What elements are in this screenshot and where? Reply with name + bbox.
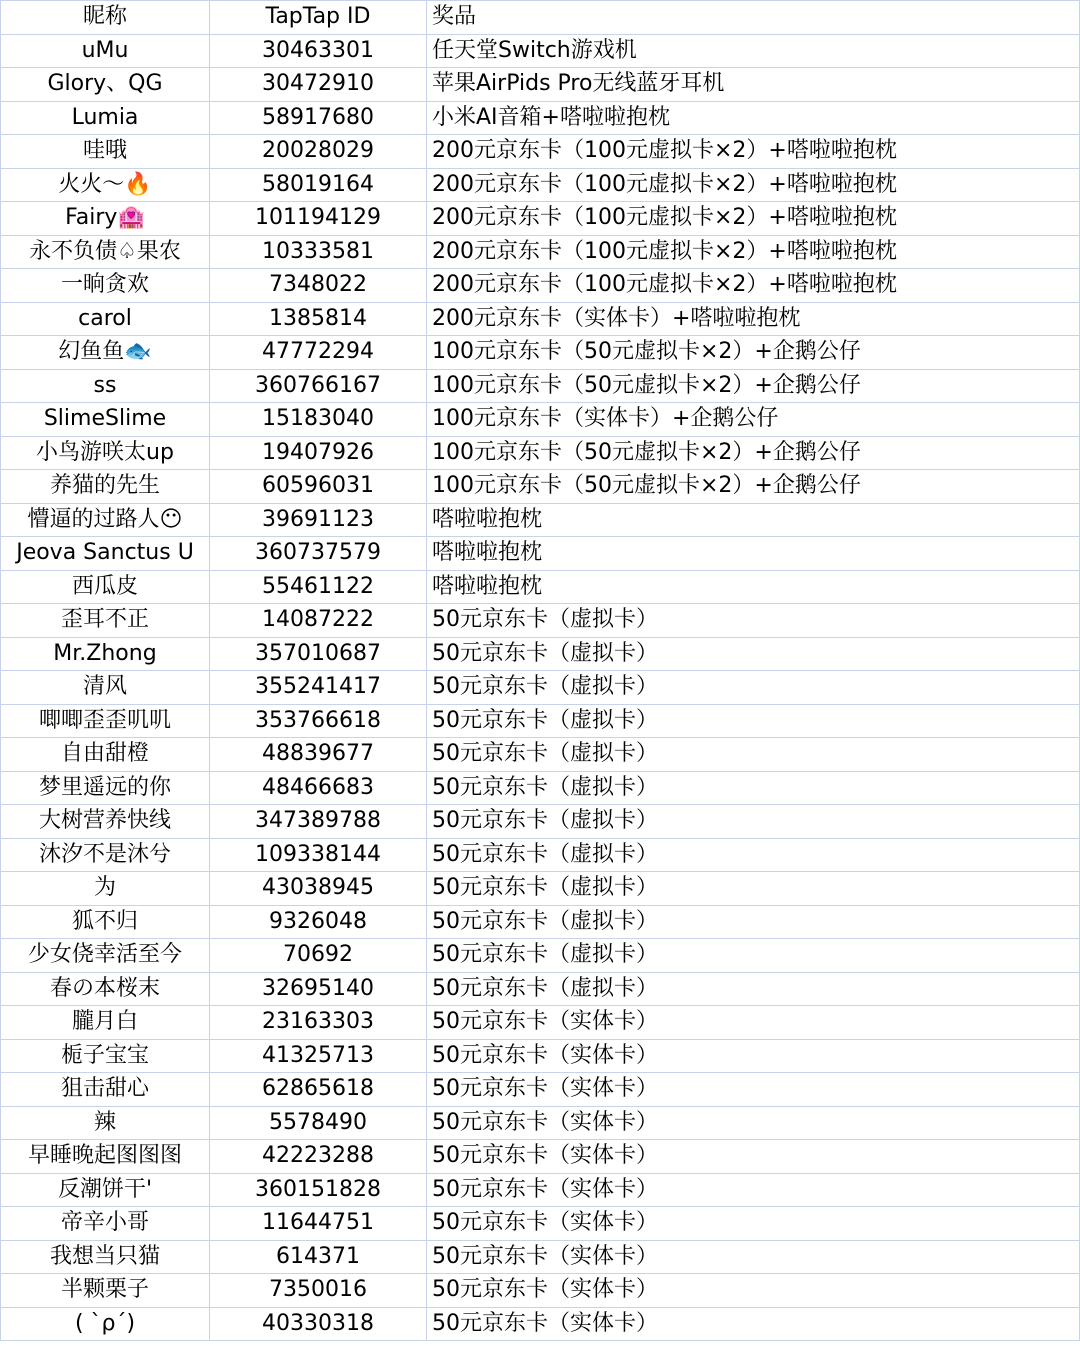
cell-nickname: 幻鱼鱼🐟 <box>1 336 210 370</box>
table-row <box>1 1240 1080 1274</box>
cell-taptap-id: 14087222 <box>210 604 427 638</box>
table-row <box>1 336 1080 370</box>
table-row <box>1 1207 1080 1241</box>
table-row <box>1 436 1080 470</box>
cell-taptap-id: 7350016 <box>210 1274 427 1308</box>
table-row <box>1 704 1080 738</box>
table-row <box>1 905 1080 939</box>
cell-prize: 50元京东卡（实体卡） <box>427 1207 1080 1241</box>
cell-prize: 100元京东卡（50元虚拟卡×2）+企鹅公仔 <box>427 436 1080 470</box>
cell-taptap-id: 11644751 <box>210 1207 427 1241</box>
cell-nickname: 沐汐不是沐兮 <box>1 838 210 872</box>
cell-nickname: 朧月白 <box>1 1006 210 1040</box>
table-row <box>1 269 1080 303</box>
table-row <box>1 202 1080 236</box>
cell-nickname: 养猫的先生 <box>1 470 210 504</box>
cell-nickname: 早睡晚起图图图 <box>1 1140 210 1174</box>
cell-prize: 任天堂Switch游戏机 <box>427 34 1080 68</box>
cell-taptap-id: 360766167 <box>210 369 427 403</box>
table-body <box>1 34 1080 1341</box>
cell-prize: 100元京东卡（50元虚拟卡×2）+企鹅公仔 <box>427 470 1080 504</box>
table-row <box>1 972 1080 1006</box>
table-row <box>1 939 1080 973</box>
table-row <box>1 604 1080 638</box>
cell-taptap-id: 32695140 <box>210 972 427 1006</box>
cell-prize: 50元京东卡（实体卡） <box>427 1006 1080 1040</box>
cell-nickname: 反潮饼干' <box>1 1173 210 1207</box>
cell-taptap-id: 55461122 <box>210 570 427 604</box>
table-row <box>1 771 1080 805</box>
table-row <box>1 302 1080 336</box>
cell-prize: 50元京东卡（实体卡） <box>427 1073 1080 1107</box>
table-row <box>1 1140 1080 1174</box>
header-prize: 奖品 <box>427 1 1080 35</box>
cell-prize: 50元京东卡（实体卡） <box>427 1039 1080 1073</box>
cell-taptap-id: 7348022 <box>210 269 427 303</box>
cell-prize: 50元京东卡（虚拟卡） <box>427 805 1080 839</box>
cell-taptap-id: 20028029 <box>210 135 427 169</box>
cell-taptap-id: 48839677 <box>210 738 427 772</box>
cell-prize: 50元京东卡（虚拟卡） <box>427 872 1080 906</box>
cell-nickname: 永不负债♤果农 <box>1 235 210 269</box>
table-row <box>1 34 1080 68</box>
header-taptap-id: TapTap ID <box>210 1 427 35</box>
cell-prize: 100元京东卡（50元虚拟卡×2）+企鹅公仔 <box>427 369 1080 403</box>
table-row <box>1 1173 1080 1207</box>
cell-prize: 50元京东卡（实体卡） <box>427 1274 1080 1308</box>
table-row <box>1 537 1080 571</box>
table-row <box>1 503 1080 537</box>
cell-nickname: 栀子宝宝 <box>1 1039 210 1073</box>
cell-nickname: 少女侥幸活至今 <box>1 939 210 973</box>
table-row <box>1 403 1080 437</box>
table-row <box>1 671 1080 705</box>
cell-prize: 50元京东卡（虚拟卡） <box>427 738 1080 772</box>
header-nickname: 昵称 <box>1 1 210 35</box>
cell-taptap-id: 357010687 <box>210 637 427 671</box>
cell-nickname: Fairy🏩 <box>1 202 210 236</box>
cell-taptap-id: 1385814 <box>210 302 427 336</box>
cell-taptap-id: 30463301 <box>210 34 427 68</box>
cell-prize: 200元京东卡（100元虚拟卡×2）+嗒啦啦抱枕 <box>427 168 1080 202</box>
cell-nickname: Lumia <box>1 101 210 135</box>
cell-prize: 50元京东卡（虚拟卡） <box>427 771 1080 805</box>
cell-taptap-id: 62865618 <box>210 1073 427 1107</box>
cell-prize: 嗒啦啦抱枕 <box>427 570 1080 604</box>
cell-nickname: 一晌贪欢 <box>1 269 210 303</box>
table-row <box>1 1039 1080 1073</box>
cell-nickname: 清风 <box>1 671 210 705</box>
cell-prize: 50元京东卡（虚拟卡） <box>427 905 1080 939</box>
header-row <box>1 1 1080 35</box>
cell-taptap-id: 58917680 <box>210 101 427 135</box>
cell-nickname: 大树营养快线 <box>1 805 210 839</box>
cell-nickname: Mr.Zhong <box>1 637 210 671</box>
cell-nickname: 我想当只猫 <box>1 1240 210 1274</box>
cell-taptap-id: 41325713 <box>210 1039 427 1073</box>
cell-taptap-id: 58019164 <box>210 168 427 202</box>
cell-nickname: Jeova Sanctus U <box>1 537 210 571</box>
cell-nickname: 半颗栗子 <box>1 1274 210 1308</box>
table-row <box>1 637 1080 671</box>
cell-nickname: 狙击甜心 <box>1 1073 210 1107</box>
table-row <box>1 1006 1080 1040</box>
cell-nickname: 春の本桜末 <box>1 972 210 1006</box>
cell-taptap-id: 30472910 <box>210 68 427 102</box>
cell-nickname: 唧唧歪歪叽叽 <box>1 704 210 738</box>
cell-taptap-id: 23163303 <box>210 1006 427 1040</box>
cell-prize: 50元京东卡（虚拟卡） <box>427 838 1080 872</box>
cell-prize: 苹果AirPids Pro无线蓝牙耳机 <box>427 68 1080 102</box>
cell-taptap-id: 60596031 <box>210 470 427 504</box>
cell-taptap-id: 40330318 <box>210 1307 427 1341</box>
cell-prize: 50元京东卡（虚拟卡） <box>427 972 1080 1006</box>
table-row <box>1 1073 1080 1107</box>
cell-nickname: uMu <box>1 34 210 68</box>
table-row <box>1 805 1080 839</box>
cell-taptap-id: 70692 <box>210 939 427 973</box>
cell-taptap-id: 10333581 <box>210 235 427 269</box>
cell-taptap-id: 614371 <box>210 1240 427 1274</box>
table-row <box>1 101 1080 135</box>
cell-nickname: 火火～🔥 <box>1 168 210 202</box>
table-row <box>1 470 1080 504</box>
cell-taptap-id: 5578490 <box>210 1106 427 1140</box>
cell-taptap-id: 353766618 <box>210 704 427 738</box>
table-row <box>1 872 1080 906</box>
cell-prize: 50元京东卡（虚拟卡） <box>427 939 1080 973</box>
cell-nickname: 为 <box>1 872 210 906</box>
cell-prize: 50元京东卡（虚拟卡） <box>427 637 1080 671</box>
table-row <box>1 1307 1080 1341</box>
cell-prize: 200元京东卡（100元虚拟卡×2）+嗒啦啦抱枕 <box>427 269 1080 303</box>
cell-taptap-id: 101194129 <box>210 202 427 236</box>
cell-taptap-id: 42223288 <box>210 1140 427 1174</box>
cell-taptap-id: 48466683 <box>210 771 427 805</box>
cell-prize: 50元京东卡（实体卡） <box>427 1140 1080 1174</box>
cell-nickname: SlimeSlime <box>1 403 210 437</box>
cell-prize: 50元京东卡（虚拟卡） <box>427 671 1080 705</box>
cell-nickname: 辣 <box>1 1106 210 1140</box>
cell-prize: 嗒啦啦抱枕 <box>427 537 1080 571</box>
cell-prize: 200元京东卡（100元虚拟卡×2）+嗒啦啦抱枕 <box>427 135 1080 169</box>
cell-prize: 50元京东卡（实体卡） <box>427 1106 1080 1140</box>
cell-taptap-id: 39691123 <box>210 503 427 537</box>
cell-prize: 50元京东卡（实体卡） <box>427 1307 1080 1341</box>
cell-nickname: 懵逼的过路人😶 <box>1 503 210 537</box>
table-row <box>1 68 1080 102</box>
cell-nickname: 狐不归 <box>1 905 210 939</box>
cell-nickname: Glory、QG <box>1 68 210 102</box>
cell-prize: 小米AI音箱+嗒啦啦抱枕 <box>427 101 1080 135</box>
table-row <box>1 1106 1080 1140</box>
cell-taptap-id: 360737579 <box>210 537 427 571</box>
table-row <box>1 168 1080 202</box>
cell-prize: 嗒啦啦抱枕 <box>427 503 1080 537</box>
cell-taptap-id: 360151828 <box>210 1173 427 1207</box>
table-row <box>1 838 1080 872</box>
cell-nickname: 哇哦 <box>1 135 210 169</box>
cell-nickname: 西瓜皮 <box>1 570 210 604</box>
cell-prize: 100元京东卡（实体卡）+企鹅公仔 <box>427 403 1080 437</box>
table-row <box>1 235 1080 269</box>
cell-nickname: carol <box>1 302 210 336</box>
table-row <box>1 135 1080 169</box>
cell-taptap-id: 9326048 <box>210 905 427 939</box>
cell-prize: 50元京东卡（虚拟卡） <box>427 604 1080 638</box>
cell-prize: 200元京东卡（100元虚拟卡×2）+嗒啦啦抱枕 <box>427 202 1080 236</box>
cell-taptap-id: 43038945 <box>210 872 427 906</box>
cell-taptap-id: 347389788 <box>210 805 427 839</box>
cell-taptap-id: 109338144 <box>210 838 427 872</box>
cell-prize: 100元京东卡（50元虚拟卡×2）+企鹅公仔 <box>427 336 1080 370</box>
table-row <box>1 1274 1080 1308</box>
cell-taptap-id: 19407926 <box>210 436 427 470</box>
cell-prize: 50元京东卡（虚拟卡） <box>427 704 1080 738</box>
cell-nickname: ss <box>1 369 210 403</box>
table-row <box>1 369 1080 403</box>
cell-taptap-id: 47772294 <box>210 336 427 370</box>
cell-nickname: ( ˋρˊ) <box>1 1307 210 1341</box>
cell-prize: 200元京东卡（实体卡）+嗒啦啦抱枕 <box>427 302 1080 336</box>
cell-nickname: 帝辛小哥 <box>1 1207 210 1241</box>
cell-prize: 50元京东卡（实体卡） <box>427 1173 1080 1207</box>
cell-taptap-id: 355241417 <box>210 671 427 705</box>
cell-nickname: 梦里遥远的你 <box>1 771 210 805</box>
cell-prize: 50元京东卡（实体卡） <box>427 1240 1080 1274</box>
cell-prize: 200元京东卡（100元虚拟卡×2）+嗒啦啦抱枕 <box>427 235 1080 269</box>
cell-nickname: 歪耳不正 <box>1 604 210 638</box>
cell-nickname: 自由甜橙 <box>1 738 210 772</box>
table-row <box>1 738 1080 772</box>
cell-nickname: 小鸟游咲太up <box>1 436 210 470</box>
table-row <box>1 570 1080 604</box>
cell-taptap-id: 15183040 <box>210 403 427 437</box>
